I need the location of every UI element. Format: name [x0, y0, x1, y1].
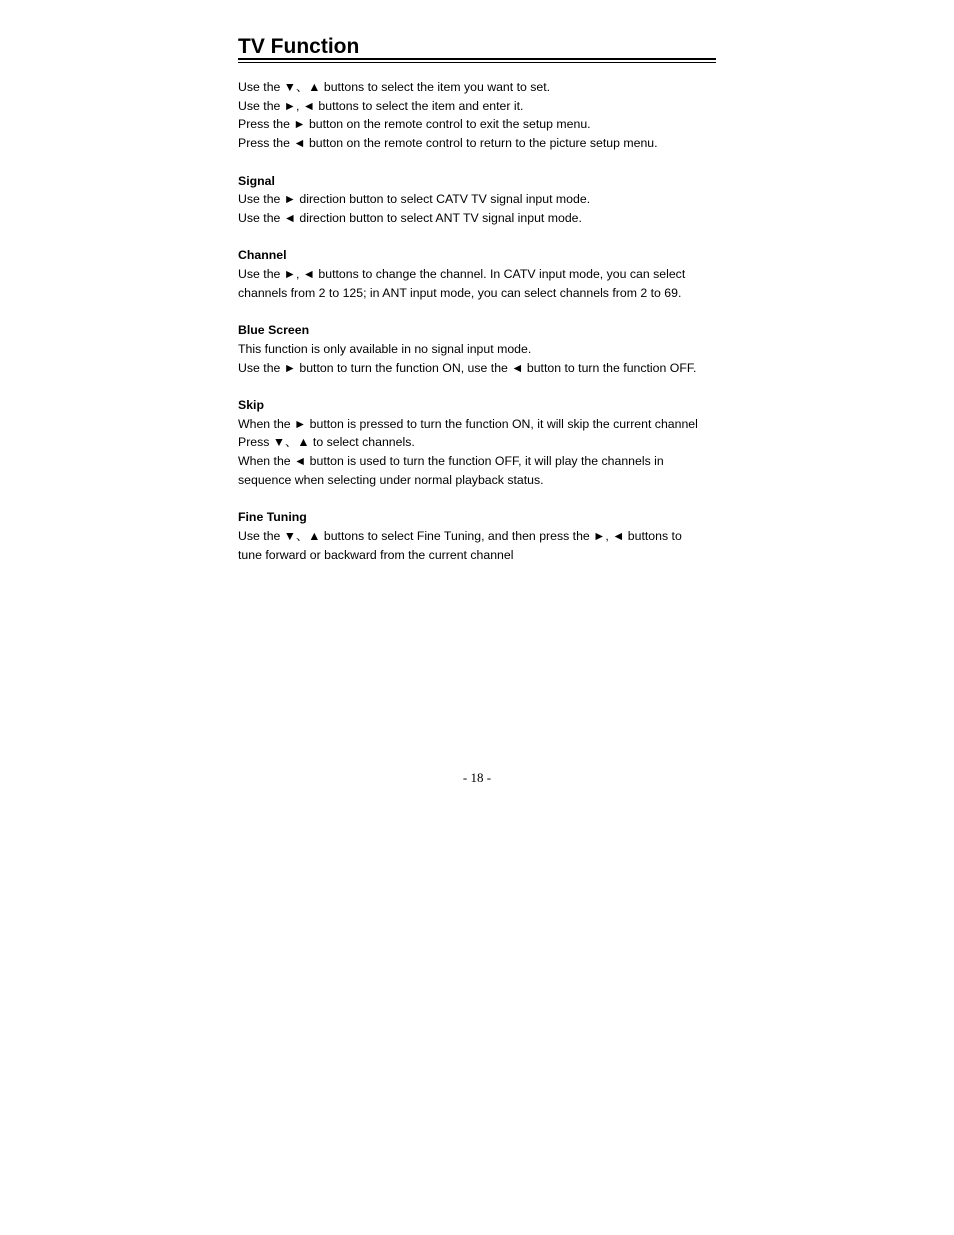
intro-line: Use the ►, ◄ buttons to select the item and enter it. [238, 98, 524, 113]
section-line: Use the ► direction button to select CATV TV signal input mode. [238, 192, 591, 207]
section-heading: Channel [238, 248, 287, 263]
section-heading: Fine Tuning [238, 510, 307, 525]
section-fine-tuning [238, 508, 716, 564]
section-skip [238, 396, 716, 490]
section-line: Use the ◄ direction button to select ANT TV signal input mode. [238, 210, 582, 225]
section-line: Use the ▼、▲ buttons to select Fine Tuning, and then press the ►, ◄ buttons to [238, 528, 682, 543]
section-line: sequence when selecting under normal playback status. [238, 472, 544, 487]
section-line: When the ◄ button is used to turn the function OFF, it will play the channels in [238, 454, 664, 468]
section-line: channels from 2 to 125; in ANT input mode, you can select channels from 2 to 69. [238, 285, 682, 300]
body-text [238, 78, 716, 564]
section-line: Use the ► button to turn the function ON, use the ◄ button to turn the function OFF. [238, 360, 697, 375]
section-heading: Skip [238, 397, 264, 412]
intro-line: Press the ◄ button on the remote control to return to the picture setup menu. [238, 136, 658, 151]
page-number: - 18 - [462, 770, 492, 785]
section-line: tune forward or backward from the current channel [238, 547, 514, 562]
section-line: When the ► button is pressed to turn the function ON, it will skip the current channel [238, 416, 698, 431]
section-line: Use the ►, ◄ buttons to change the channel. In CATV input mode, you can select [238, 267, 686, 281]
section-line: This function is only available in no signal input mode. [238, 341, 532, 356]
intro-block [238, 78, 716, 153]
section-blue-screen [238, 321, 716, 377]
title-underline-thin [238, 62, 716, 63]
intro-line: Use the ▼、▲ buttons to select the item you want to set. [238, 80, 551, 94]
page-title: TV Function [238, 35, 360, 58]
section-signal [238, 172, 716, 228]
section-heading: Signal [238, 173, 275, 188]
title-underline-thick [238, 58, 716, 60]
section-heading: Blue Screen [238, 323, 310, 338]
section-line: Press ▼、▲ to select channels. [238, 435, 415, 450]
section-channel [238, 246, 716, 302]
title-block [238, 34, 716, 60]
intro-line: Press the ► button on the remote control to exit the setup menu. [238, 117, 591, 132]
